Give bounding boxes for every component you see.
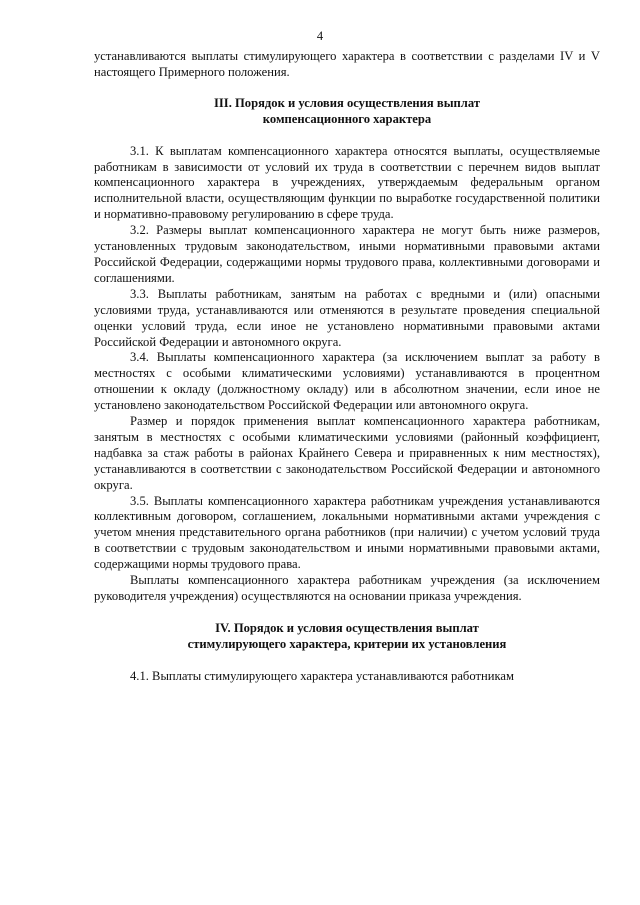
section-4-heading-line-2: стимулирующего характера, критерии их установления <box>187 636 507 651</box>
paragraph-3-4-continued: Размер и порядок применения выплат компенсационного характера работникам, занятым в местностях с особыми климатическими условиями (районный коэффициент, надбавка за стаж работы в районах Крайнего Севера и приравненных к ним местностях), устанавливаются в соответствии с законодательством Российской Федерации и автономного округа. <box>94 414 600 492</box>
paragraph-3-3: 3.3. Выплаты работникам, занятым на работах с вредными и (или) опасными условиями труда, устанавливаются или отменяются в результате проведения специальной оценки условий труда, если иное не установлено нормативными правовыми актами Российской Федерации и автономного округа. <box>94 286 600 349</box>
paragraph-3-1: 3.1. К выплатам компенсационного характера относятся выплаты, осуществляемые работникам в зависимости от условий их труда в соответствии с перечнем видов выплат компенсационного характера в учреждениях, утверждаемым федеральным органом исполнительной власти, осуществляющим функции по выработке государственной политики и нормативно-правовому регулированию в сфере труда. <box>94 143 600 222</box>
section-3-heading-line-2: компенсационного характера <box>262 111 432 126</box>
paragraph-4-1: 4.1. Выплаты стимулирующего характера устанавливаются работникам <box>130 668 514 683</box>
section-3-heading <box>94 96 600 128</box>
section-3-heading-line-1: III. Порядок и условия осуществления выплат <box>214 95 480 110</box>
intro-paragraph: устанавливаются выплаты стимулирующего характера в соответствии с разделами IV и V настоящего Примерного положения. <box>94 49 600 79</box>
paragraph-3-4: 3.4. Выплаты компенсационного характера (за исключением выплат за работу в местностях с особыми климатическими условиями) устанавливаются в процентном отношении к окладу (должностному окладу) или в абсолютном значении, если иное не установлено законодательством Российской Федерации или автономного округа. <box>94 350 600 413</box>
page-number: 4 <box>316 29 324 43</box>
paragraph-3-5-continued: Выплаты компенсационного характера работникам учреждения (за исключением руководителя учреждения) осуществляются на основании приказа учреждения. <box>94 573 600 603</box>
paragraph-3-5: 3.5. Выплаты компенсационного характера работникам учреждения устанавливаются коллективным договором, соглашением, локальными нормативными актами учреждения с учетом мнения представительного органа работников (при наличии) с учетом условий труда в соответствии с трудовым законодательством и иными нормативными правовыми актами, содержащими нормы трудового права. <box>94 493 600 572</box>
document-body <box>94 49 600 685</box>
paragraph-3-2: 3.2. Размеры выплат компенсационного характера не могут быть ниже размеров, установленных трудовым законодательством, иными нормативными правовыми актами Российской Федерации, содержащими нормы трудового права, коллективными договорами и соглашениями. <box>94 223 600 285</box>
section-4-heading <box>94 621 600 653</box>
section-4-heading-line-1: IV. Порядок и условия осуществления выплат <box>215 620 479 635</box>
